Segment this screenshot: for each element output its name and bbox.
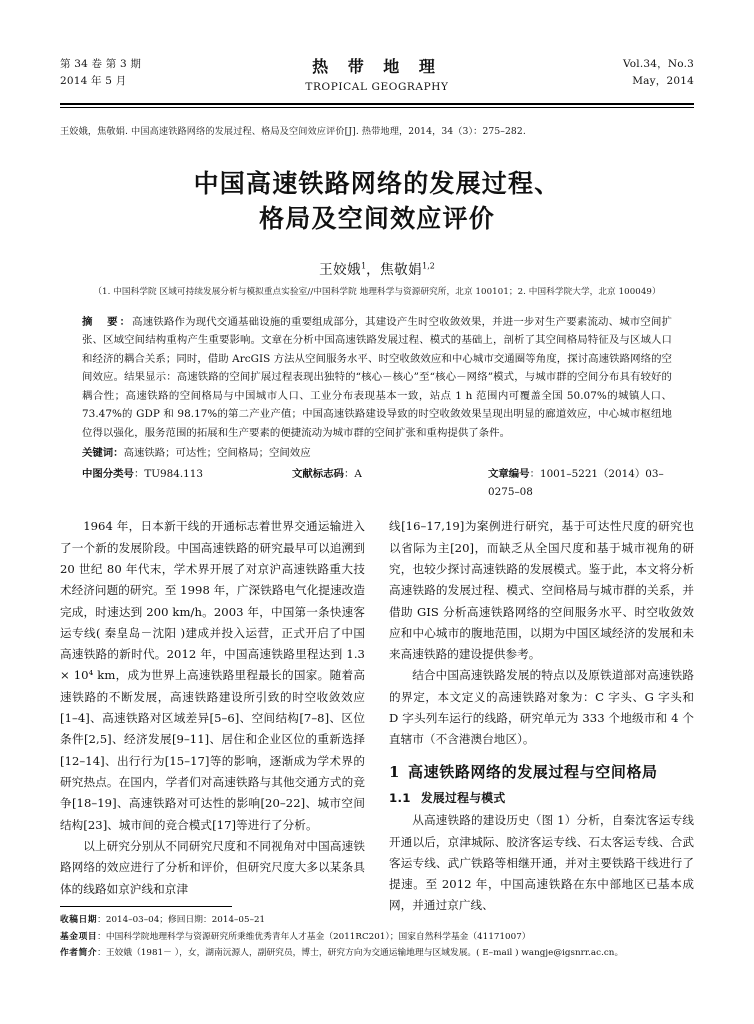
paragraph: 1964 年，日本新干线的开通标志着世界交通运输进入了一个新的发展阶段。中国高速铁路的研究最早可以追溯到 20 世纪 80 年代末，学术界开展了对京沪高速铁路重大技术经济问题的研究。至 1998 年，广深铁路电气化提速改造完成，时速达到 200 km/h。2003 年，中国第一条快速客运专线( 秦皇岛－沈阳 )建成并投入运营，正式开启了中国高速铁路的新时代。2012 年，中国高速铁路里程达到 1.3 × 10⁴ km，成为世界上高速铁路里程最长的国家。随着高速铁路的不断发展，高速铁路建设所引致的时空收敛效应[1–4]、高速铁路对区域差异[5–6]、空间结构[7–8]、区位条件[2,5]、经济发展[9–11]、居住和企业区位的重新选择[12–14]、出行行为[15–17]等的影响，逐渐成为学术界的研究热点。在国内，学者们对高速铁路与其他交通方式的竞争[18–19]、高速铁路对可达性的影响[20–22]、城市空间结构[23]、城市间的竞合模式[17]等进行了分析。	[60, 519, 365, 832]
keywords-separator: ：	[113, 447, 124, 460]
page-title	[60, 166, 694, 237]
body-columns	[60, 516, 694, 917]
document-code-label: 文献标志码	[292, 467, 344, 480]
section-heading	[389, 761, 694, 784]
abstract-block	[82, 313, 672, 443]
title-line-2: 格局及空间效应评价	[259, 204, 495, 234]
author-list	[60, 258, 694, 278]
masthead-center	[240, 56, 514, 96]
article-number-label: 文章编号	[488, 467, 530, 480]
article-number-value: ：1001–5221（2014）03–0275–08	[488, 467, 664, 499]
volume-number-en: Vol.34，No.3	[622, 58, 694, 70]
author-name-1: 王姣娥	[319, 261, 362, 278]
paragraph: 以上研究分别从不同研究尺度和不同视角对中国高速铁路网络的效应进行了分析和评价，但研究尺度大多以某条具体的线路如京沪线和京津	[60, 839, 365, 896]
subsection-number: 1.1	[389, 791, 411, 806]
author-affil-marker-2: 1,2	[422, 261, 435, 271]
footnote-block	[60, 906, 694, 962]
paragraph: 结合中国高速铁路发展的特点以及原铁道部对高速铁路的界定，本文定义的高速铁路对象为：C 字头、G 字头和 D 字头列车运行的线路，研究单元为 333 个地级市和 4 个直辖市（不含港澳台地区）。	[389, 668, 694, 747]
title-line-1: 中国高速铁路网络的发展过程、	[193, 168, 561, 198]
journal-title-cn: 热 带 地 理	[312, 57, 442, 76]
subsection-heading	[389, 789, 694, 808]
column-right	[389, 516, 694, 917]
keywords-label: 关键词	[82, 447, 114, 460]
abstract-label: 摘 要	[82, 315, 120, 328]
funding-value: ：中国科学院地理科学与资源研究所秉维优秀青年人才基金（2011RC201）；国家自然科学基金（41171007）	[97, 931, 531, 942]
author-affil-marker-1: 1	[361, 261, 367, 271]
funding-label: 基金项目	[60, 931, 98, 942]
classification-codes	[82, 465, 672, 502]
issue-date-cn: 2014 年 5 月	[60, 75, 127, 88]
author-separator: ，	[366, 261, 381, 278]
keywords-text: 高速铁路；可达性；空间格局；空间效应	[123, 447, 311, 460]
abstract-separator: ：	[119, 315, 133, 328]
volume-issue: 第 34 卷 第 3 期	[60, 58, 142, 70]
clc-label: 中图分类号	[82, 467, 134, 480]
column-left	[60, 516, 365, 917]
citation-line: 王姣娥，焦敬娟. 中国高速铁路网络的发展过程、格局及空间效应评价[J]. 热带地理，2014，34（3）：275–282.	[60, 125, 526, 137]
received-date-label: 收稿日期	[60, 914, 98, 925]
author-bio-line	[60, 945, 694, 962]
keywords-block	[82, 444, 672, 463]
document-code-value: ：A	[343, 467, 362, 480]
masthead-right	[514, 56, 694, 91]
received-date-value: ：2014–03–04；修回日期：2014–05–21	[97, 914, 266, 925]
paragraph: 线[16–17,19]为案例进行研究，基于可达性尺度的研究也以省际为主[20]，而缺乏从全国尺度和基于城市视角的研究，也较少探讨高速铁路的发展模式。鉴于此，本文将分析高速铁路的发展过程、模式、空间格局与城市群的关系，并借助 GIS 分析高速铁路网络的空间服务水平、时空收敛效应和中心城市的腹地范围，以期为中国区域经济的发展和未来高速铁路的建设提供参考。	[389, 519, 694, 662]
clc-value: ：TU984.113	[133, 467, 203, 480]
article-number	[488, 465, 672, 502]
author-bio-label: 作者简介	[60, 948, 98, 959]
received-date-line	[60, 912, 694, 929]
paragraph: 从高速铁路的建设历史（图 1）分析，自秦沈客运专线开通以后，京津城际、胶济客运专线、石太客运专线、合武客运专线、武广铁路等相继开通，并对主要铁路干线进行了提速。至 2012 年，中国高速铁路在东中部地区已基本成网，并通过京广线、	[389, 813, 694, 913]
document-code	[292, 465, 488, 502]
author-bio-value: ：王姣娥（1981－ ），女，湖南沅源人，副研究员，博士，研究方向为交通运输地理与区域发展。( E–mail ) wangje@igsnrr.ac.cn。	[97, 948, 624, 959]
abstract-text: 高速铁路作为现代交通基础设施的重要组成部分，其建设产生时空收敛效果，并进一步对生产要素流动、城市空间扩张、区域空间结构重构产生重要影响。文章在分析中国高速铁路发展过程、模式的基础上，剖析了其空间格局特征及与区域人口和经济的耦合关系；同时，借助 ArcGIS 方法从空间服务水平、时空收敛效应和中心城市交通圈等角度，探讨高速铁路网络的空间效应。结果显示：高速铁路的空间扩展过程表现出独特的“核心－核心”至“核心－网络”模式，与城市群的空间分布具有较好的耦合性；高速铁路的空间格局与中国城市人口、工业分布表现基本一致，站点 1 h 范围内可覆盖全国 50.07%的城镇人口、73.47%的 GDP 和 98.17%的第二产业产值；中国高速铁路建设导致的时空收敛效果呈现出明显的廊道效应，中心城市枢纽地位得以强化，服务范围的拓展和生产要素的便捷流动为城市群的空间扩张和重构提供了条件。	[82, 315, 673, 439]
funding-line	[60, 929, 694, 946]
section-title: 高速铁路网络的发展过程与空间格局	[408, 762, 658, 781]
clc-code	[82, 465, 292, 502]
masthead-left	[60, 56, 240, 91]
affiliation-line: （1. 中国科学院 区域可持续发展分析与模拟重点实验室//中国科学院 地理科学与资源研究所，北京 100101；2. 中国科学院大学，北京 100049）	[93, 286, 661, 297]
footnote-rule	[60, 906, 232, 907]
author-name-2: 焦敬娟	[380, 261, 423, 278]
masthead	[60, 0, 694, 96]
section-number: 1	[389, 762, 401, 781]
masthead-rule	[60, 103, 694, 108]
issue-date-en: May，2014	[632, 75, 694, 88]
subsection-title: 发展过程与模式	[420, 791, 506, 806]
journal-title-en: TROPICAL GEOGRAPHY	[305, 80, 449, 93]
